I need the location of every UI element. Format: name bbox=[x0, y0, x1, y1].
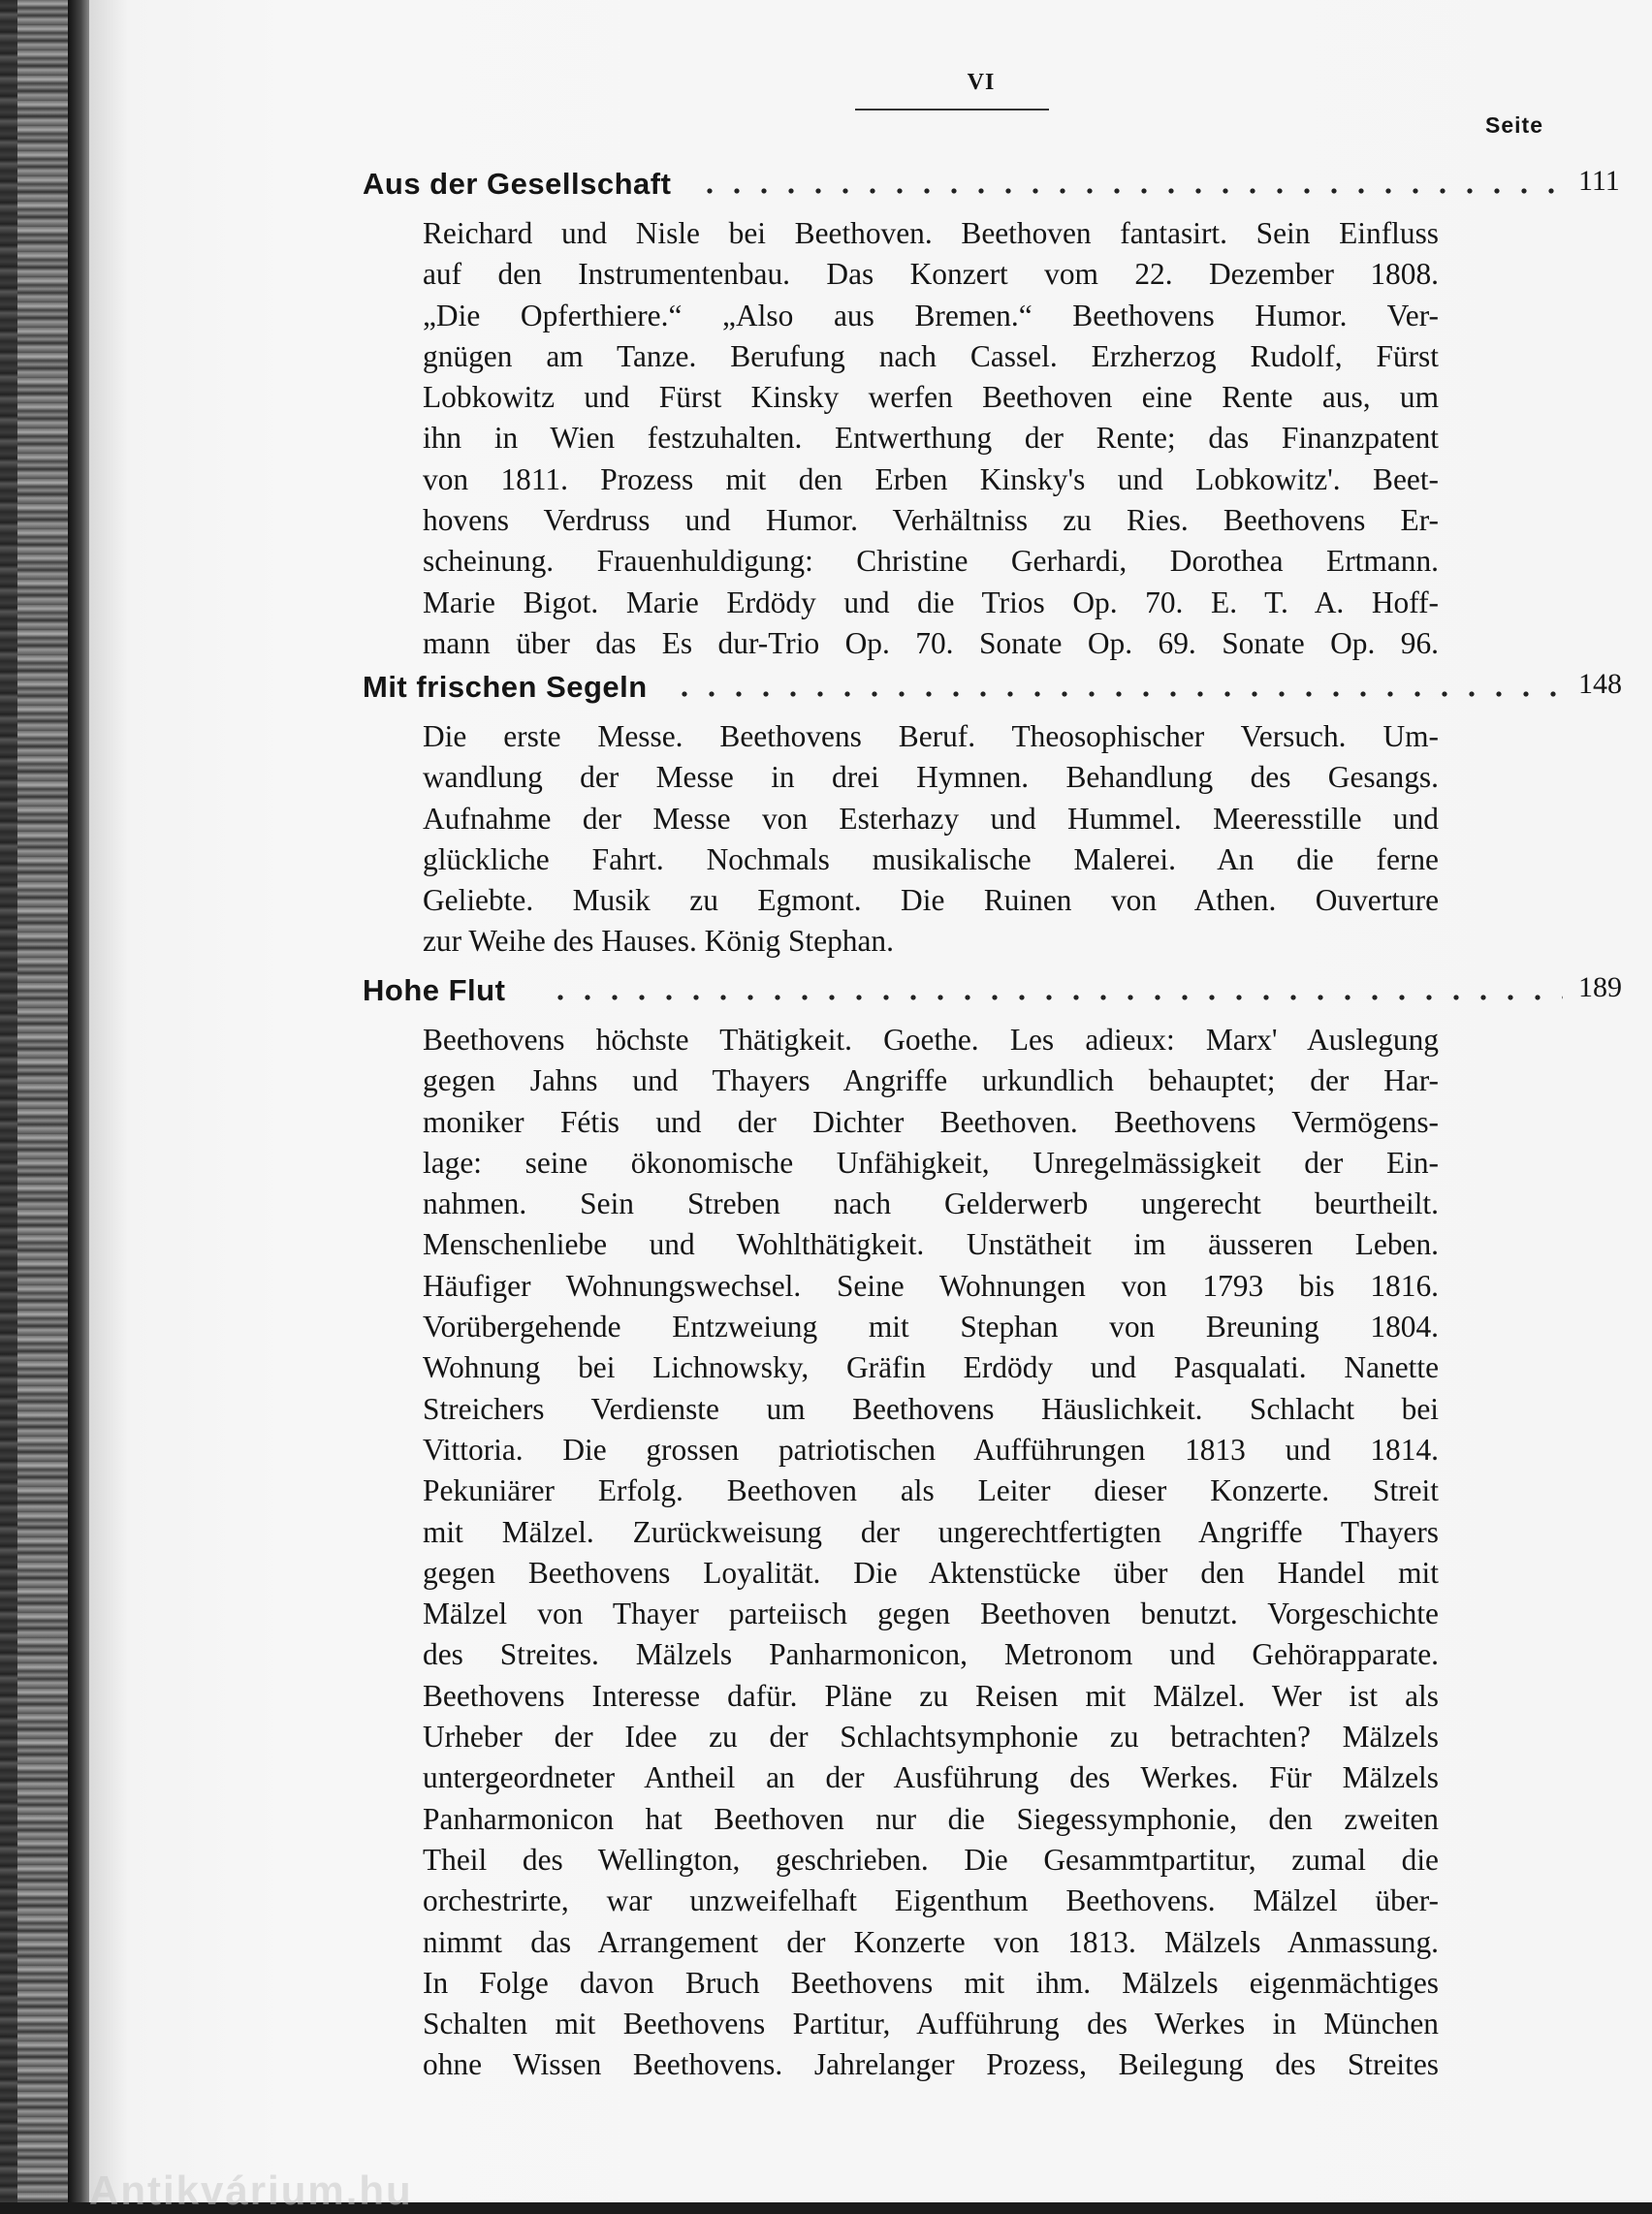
toc-heading-row bbox=[363, 670, 1623, 716]
summary-line: Marie Bigot. Marie Erdödy und die Trios Op. 70. E. T. A. Hoff- bbox=[423, 585, 1439, 619]
book-spine bbox=[0, 0, 89, 2202]
toc-heading-row bbox=[363, 167, 1623, 213]
book-page bbox=[89, 0, 1652, 2213]
summary-line: gegen Jahns und Thayers Angriffe urkundlich behauptet; der Har- bbox=[423, 1063, 1439, 1098]
summary-line: Reichard und Nisle bei Beethoven. Beethoven fantasirt. Sein Einfluss bbox=[423, 216, 1439, 250]
summary-line: orchestrirte, war unzweifelhaft Eigenthum Beethovens. Mälzel über- bbox=[423, 1883, 1439, 1918]
toc-section bbox=[363, 670, 1623, 963]
summary-line: auf den Instrumentenbau. Das Konzert vom 22. Dezember 1808. bbox=[423, 257, 1439, 292]
dot-leader bbox=[671, 691, 1563, 697]
summary-line: Lobkowitz und Fürst Kinsky werfen Beethoven eine Rente aus, um bbox=[423, 380, 1439, 415]
summary-line: Beethovens höchste Thätigkeit. Goethe. Les adieux: Marx' Auslegung bbox=[423, 1023, 1439, 1057]
section-summary bbox=[423, 716, 1439, 963]
summary-line: lage: seine ökonomische Unfähigkeit, Unregelmässigkeit der Ein- bbox=[423, 1145, 1439, 1180]
summary-line: Theil des Wellington, geschrieben. Die Gesammtpartitur, zumal die bbox=[423, 1842, 1439, 1877]
summary-line: gegen Beethovens Loyalität. Die Aktenstücke über den Handel mit bbox=[423, 1555, 1439, 1590]
spine-edge bbox=[68, 0, 89, 2202]
summary-line: Geliebte. Musik zu Egmont. Die Ruinen von Athen. Ouverture bbox=[423, 883, 1439, 918]
summary-line: nimmt das Arrangement der Konzerte von 1813. Mälzels Anmassung. bbox=[423, 1924, 1439, 1959]
watermark-text: Antikvárium.hu bbox=[89, 2167, 413, 2213]
summary-line: Streichers Verdienste um Beethovens Häuslichkeit. Schlacht bei bbox=[423, 1391, 1439, 1426]
summary-line: Vorübergehende Entzweiung mit Stephan von Breuning 1804. bbox=[423, 1310, 1439, 1344]
summary-line: moniker Fétis und der Dichter Beethoven. Beethovens Vermögens- bbox=[423, 1104, 1439, 1139]
summary-line: Menschenliebe und Wohlthätigkeit. Unstätheit im äusseren Leben. bbox=[423, 1227, 1439, 1262]
summary-line: wandlung der Messe in drei Hymnen. Behandlung des Gesangs. bbox=[423, 760, 1439, 795]
toc-section bbox=[363, 973, 1623, 2086]
summary-line: Häufiger Wohnungswechsel. Seine Wohnungen von 1793 bis 1816. bbox=[423, 1268, 1439, 1303]
summary-line: Schalten mit Beethovens Partitur, Aufführung des Werkes in München bbox=[423, 2007, 1439, 2041]
summary-line: des Streites. Mälzels Panharmonicon, Metronom und Gehörapparate. bbox=[423, 1637, 1439, 1672]
section-page-ref: 189 bbox=[1578, 971, 1622, 1003]
summary-line: Urheber der Idee zu der Schlachtsymphonie zu betrachten? Mälzels bbox=[423, 1720, 1439, 1755]
summary-line: Beethovens Interesse dafür. Pläne zu Reisen mit Mälzel. Wer ist als bbox=[423, 1678, 1439, 1713]
spine-ornament bbox=[17, 0, 68, 2202]
summary-line: mann über das Es dur-Trio Op. 70. Sonate Op. 69. Sonate Op. 96. bbox=[423, 625, 1439, 660]
summary-line: Wohnung bei Lichnowsky, Gräfin Erdödy und Pasqualati. Nanette bbox=[423, 1350, 1439, 1385]
section-heading: Mit frischen Segeln bbox=[363, 670, 648, 704]
summary-line: In Folge davon Bruch Beethovens mit ihm. Mälzels eigenmächtiges bbox=[423, 1965, 1439, 2000]
summary-line: ihn in Wien festzuhalten. Entwerthung der Rente; das Finanzpatent bbox=[423, 421, 1439, 456]
summary-line: von 1811. Prozess mit den Erben Kinsky's und Lobkowitz'. Beet- bbox=[423, 461, 1439, 496]
toc-heading-row bbox=[363, 973, 1623, 1020]
section-summary bbox=[423, 1020, 1439, 2086]
summary-line: scheinung. Frauenhuldigung: Christine Gerhardi, Dorothea Ertmann. bbox=[423, 544, 1439, 579]
summary-line: hovens Verdruss und Humor. Verhältniss zu Ries. Beethovens Er- bbox=[423, 503, 1439, 538]
summary-line: nahmen. Sein Streben nach Gelderwerb ungerecht beurtheilt. bbox=[423, 1186, 1439, 1221]
page-number: VI bbox=[967, 70, 996, 95]
section-page-ref: 148 bbox=[1578, 668, 1622, 700]
toc-section bbox=[363, 167, 1623, 664]
summary-line: gnügen am Tanze. Berufung nach Cassel. Erzherzog Rudolf, Fürst bbox=[423, 338, 1439, 373]
summary-line: zur Weihe des Hauses. König Stephan. bbox=[423, 924, 894, 959]
summary-line: Aufnahme der Messe von Esterhazy und Hummel. Meeresstille und bbox=[423, 801, 1439, 836]
summary-line: untergeordneter Antheil an der Ausführung des Werkes. Für Mälzels bbox=[423, 1760, 1439, 1795]
summary-line: glückliche Fahrt. Nochmals musikalische Malerei. An die ferne bbox=[423, 841, 1439, 876]
column-label: Seite bbox=[1485, 112, 1543, 138]
summary-line: ohne Wissen Beethovens. Jahrelanger Prozess, Beilegung des Streites bbox=[423, 2047, 1439, 2082]
section-heading: Hohe Flut bbox=[363, 973, 506, 1007]
summary-line: Mälzel von Thayer parteiisch gegen Beethoven benutzt. Vorgeschichte bbox=[423, 1597, 1439, 1631]
dot-leader bbox=[696, 188, 1563, 194]
summary-line: „Die Opferthiere.“ „Also aus Bremen.“ Beethovens Humor. Ver- bbox=[423, 298, 1439, 332]
summary-line: Die erste Messe. Beethovens Beruf. Theosophischer Versuch. Um- bbox=[423, 719, 1439, 753]
section-page-ref: 111 bbox=[1578, 165, 1620, 197]
summary-line: mit Mälzel. Zurückweisung der ungerechtfertigten Angriffe Thayers bbox=[423, 1514, 1439, 1549]
header-rule bbox=[855, 109, 1049, 111]
summary-line: Panharmonicon hat Beethoven nur die Siegessymphonie, den zweiten bbox=[423, 1801, 1439, 1836]
dot-leader bbox=[547, 995, 1563, 1000]
summary-line: Vittoria. Die grossen patriotischen Aufführungen 1813 und 1814. bbox=[423, 1432, 1439, 1467]
section-heading: Aus der Gesellschaft bbox=[363, 167, 672, 201]
section-summary bbox=[423, 213, 1439, 664]
summary-line: Pekuniärer Erfolg. Beethoven als Leiter dieser Konzerte. Streit bbox=[423, 1473, 1439, 1508]
